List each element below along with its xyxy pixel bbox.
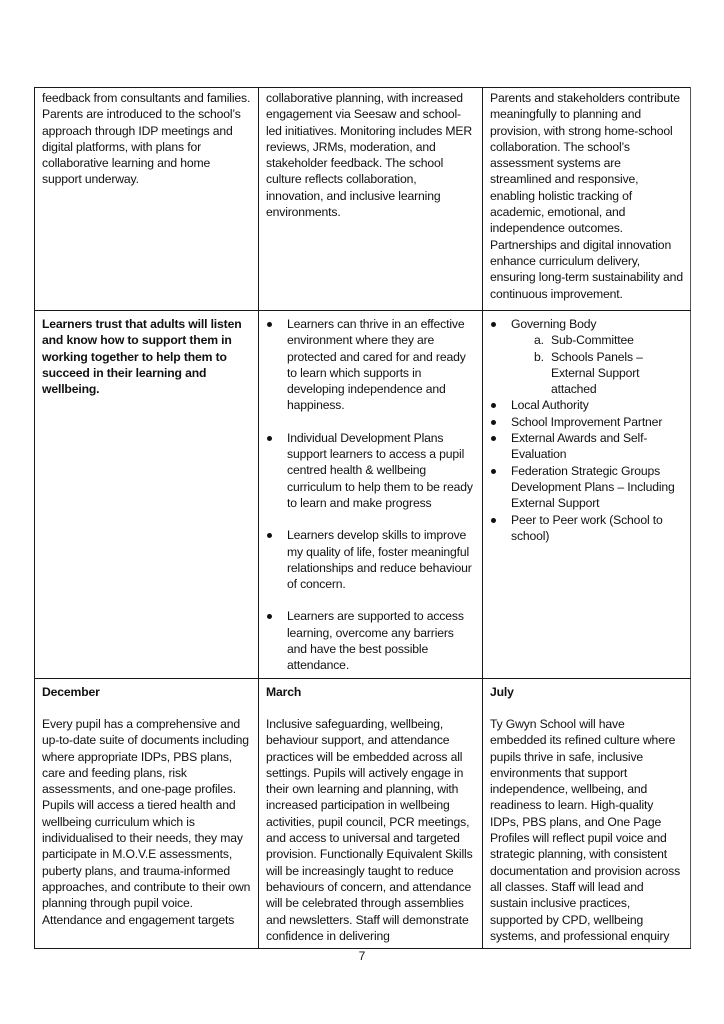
month-heading-july: July <box>490 684 514 699</box>
month-heading-december: December <box>42 684 100 699</box>
list-item: Learners can thrive in an effective environment where they are protected and cared for and ready to learn which supports in developing independence and happiness. <box>266 316 476 414</box>
cell-objective <box>35 311 259 679</box>
bullet-icon <box>267 533 272 538</box>
bullet-icon <box>267 436 272 441</box>
march-text: Inclusive safeguarding, wellbeing, behaviour support, and attendance practices will be embedded across all settings. Pupils will actively engage in their own learning and planning, with increased participation in wellbeing activities, pupil council, PCR meetings, and access to universal and targeted provision. Functionally Equivalent Skills will be increasingly taught to reduce behaviours of concern, and attendance will be celebrated through assemblies and newsletters. Staff will demonstrate confidence in delivering <box>266 716 473 943</box>
governing-body-sublist <box>511 332 684 397</box>
list-item: Peer to Peer work (School to school) <box>490 512 684 545</box>
table-row <box>35 88 691 311</box>
cell-parents-engagement-end: Parents and stakeholders contribute meaningfully to planning and provision, with strong home-school collaboration. The school’s assessment systems are streamlined and responsive, enabling holistic tracking of academic, emotional, and independence outcomes. Partnerships and digital innovation enhance curriculum delivery, ensuring long-term sustainability and continuous improvement. <box>483 88 691 311</box>
cell-july <box>483 678 691 948</box>
bullet-icon <box>491 403 496 408</box>
sub-list-item: b. Schools Panels – External Support attached <box>534 349 643 397</box>
table-row <box>35 311 691 679</box>
bullet-icon <box>267 322 272 327</box>
outcomes-list <box>266 316 476 674</box>
month-heading-march: March <box>266 684 302 699</box>
bullet-icon <box>267 614 272 619</box>
bullet-icon <box>491 420 496 425</box>
list-item: School Improvement Partner <box>490 414 684 430</box>
cell-december <box>35 678 259 948</box>
objective-text: Learners trust that adults will listen and know how to support them in working together to help them to succeed in their learning and wellbeing. <box>42 317 242 397</box>
cell-parents-engagement-mid: collaborative planning, with increased engagement via Seesaw and school-led initiatives. Monitoring includes MER reviews, JRMs, moderation, and stakeholder feedback. The school culture reflects collaboration, innovation, and inclusive learning environments. <box>259 88 483 311</box>
cell-march <box>259 678 483 948</box>
list-item: Federation Strategic Groups Development Plans – Including External Support <box>490 463 684 512</box>
cell-monitoring <box>483 311 691 679</box>
list-item: External Awards and Self-Evaluation <box>490 430 684 463</box>
table-row <box>35 678 691 948</box>
july-text: Ty Gwyn School will have embedded its refined culture where pupils thrive in safe, inclusive environments that support independence, wellbeing, and readiness to learn. High-quality IDPs, PBS plans, and One Page Profiles will reflect pupil voice and strategic planning, with consistent documentation and provision across all classes. Staff will lead and sustain inclusive practices, supported by CPD, wellbeing systems, and professional enquiry <box>490 716 681 943</box>
bullet-icon <box>491 469 496 474</box>
development-plan-table <box>34 87 691 949</box>
bullet-icon <box>491 518 496 523</box>
list-item: Individual Development Plans support learners to access a pupil centred health & wellbeing curriculum to help them to be ready to learn and make progress <box>266 430 476 511</box>
list-item: Local Authority <box>490 397 684 413</box>
cell-outcomes <box>259 311 483 679</box>
list-item: Learners are supported to access learning, overcome any barriers and have the best possible attendance. <box>266 608 476 673</box>
bullet-icon <box>491 322 496 327</box>
list-item: Governing Body a. Sub-Committee b. Schools Panels – External Support attached <box>490 316 684 397</box>
page-number: 7 <box>358 949 366 963</box>
cell-parents-engagement-start: feedback from consultants and families. Parents are introduced to the school’s approach through IDP meetings and digital platforms, with plans for collaborative learning and home support underway. <box>35 88 259 311</box>
december-text: Every pupil has a comprehensive and up-to-date suite of documents including where appropriate IDPs, PBS plans, care and feeding plans, risk assessments, and one-page profiles. Pupils will access a tiered health and wellbeing curriculum which is individualised to their needs, they may participate in M.O.V.E assessments, puberty plans, and trauma-informed approaches, and contribute to their own planning through pupil voice. Attendance and engagement targets <box>42 716 251 927</box>
list-item: Learners develop skills to improve my quality of life, foster meaningful relationships and reduce behaviour of concern. <box>266 527 476 592</box>
bullet-icon <box>491 436 496 441</box>
sub-list-item: a. Sub-Committee <box>534 333 634 348</box>
monitoring-list <box>490 316 684 544</box>
